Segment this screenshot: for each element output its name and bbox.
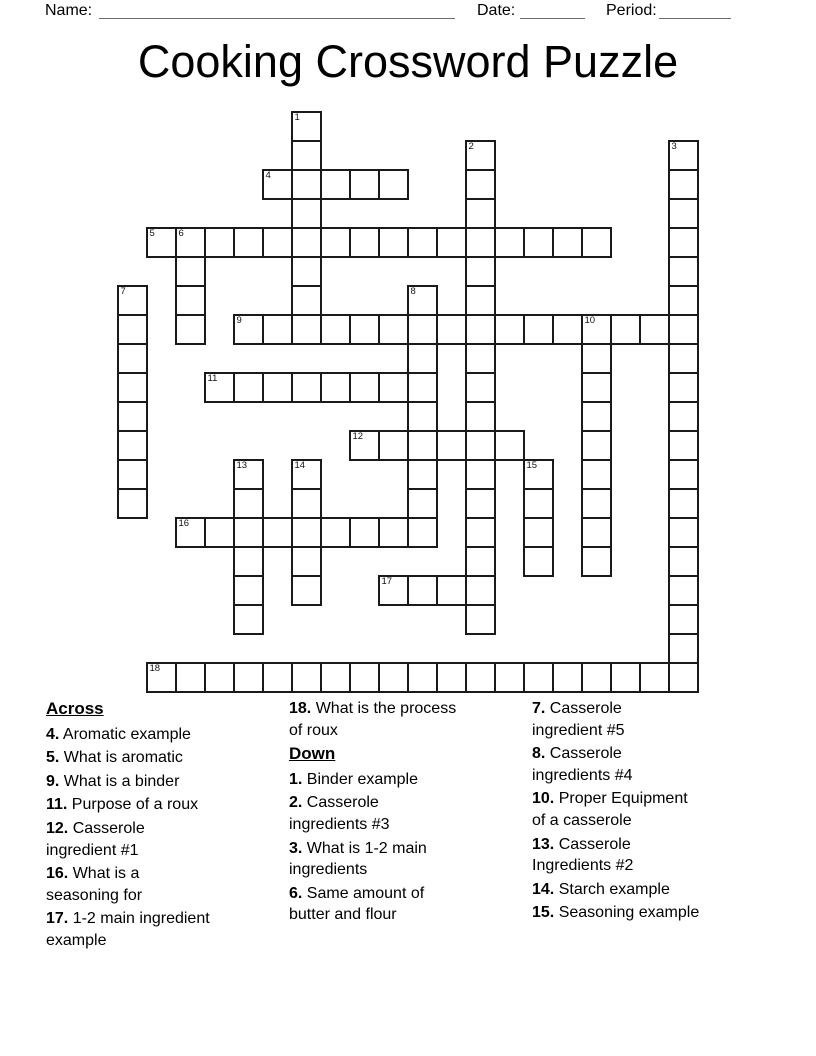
grid-cell[interactable] [146,227,177,258]
clue-number: 10. [532,790,555,808]
clue-3: 3. What is 1-2 main ingredients [289,839,427,879]
grid-cell[interactable] [291,488,322,519]
grid-cell[interactable] [175,227,206,258]
grid-cell[interactable] [407,227,438,258]
clue-7: 7. Casserole ingredient #5 [532,700,625,739]
grid-cell[interactable] [465,198,496,229]
grid-cell[interactable] [523,314,554,345]
grid-cell[interactable] [407,285,438,316]
grid-cell[interactable] [291,169,322,200]
grid-cell[interactable] [581,227,612,258]
grid-cell[interactable] [117,372,148,403]
clue-column-2 [289,698,529,928]
clue-15: 15. Seasoning example [532,904,700,922]
grid-cell[interactable] [291,111,322,142]
grid-cell[interactable] [378,517,409,548]
grid-cell[interactable] [668,575,699,606]
grid-cell[interactable] [523,546,554,577]
grid-cell[interactable] [668,285,699,316]
clue-6: 6. Same amount of butter and flour [289,884,425,924]
grid-cell[interactable] [233,546,264,577]
grid-cell[interactable] [320,517,351,548]
clue-8: 8. Casserole ingredients #4 [532,745,633,784]
grid-cell[interactable] [291,314,322,345]
clue-number: 11. [46,796,68,814]
clue-14: 14. Starch example [532,880,670,898]
grid-cell[interactable] [639,314,670,345]
grid-cell[interactable] [204,662,235,693]
cell-number-5: 5 [149,228,155,239]
grid-cell[interactable] [552,227,583,258]
page-title: Cooking Crossword Puzzle [137,36,679,87]
grid-cell[interactable] [291,140,322,171]
clue-2: 2. Casserole ingredients #3 [289,794,390,833]
grid-cell[interactable] [465,575,496,606]
grid-cell[interactable] [436,430,467,461]
clue-18: 18. What is the process of roux [289,700,457,739]
grid-cell[interactable] [378,430,409,461]
grid-cell[interactable] [668,430,699,461]
grid-cell[interactable] [581,517,612,548]
clue-12: 12. Casserole ingredient #1 [46,819,145,859]
clue-11: 11. Purpose of a roux [46,796,199,814]
clue-9: 9. What is a binder [46,772,180,790]
grid-cell[interactable] [581,662,612,693]
grid-cell[interactable] [465,314,496,345]
clue-10: 10. Proper Equipment of a casserole [532,790,688,829]
grid-cell[interactable] [494,314,525,345]
grid-cell[interactable] [262,517,293,548]
grid-cell[interactable] [668,546,699,577]
clue-number: 6. [289,884,303,902]
grid-cell[interactable] [668,140,699,171]
grid-cell[interactable] [233,314,264,345]
grid-cell[interactable] [523,227,554,258]
clue-4: 4. Aromatic example [46,725,191,743]
grid-cell[interactable] [668,343,699,374]
grid-cell[interactable] [291,575,322,606]
clue-13: 13. Casserole Ingredients #2 [532,835,634,875]
grid-cell[interactable] [233,488,264,519]
grid-cell[interactable] [465,256,496,287]
grid-cell[interactable] [349,517,380,548]
grid-cell[interactable] [204,517,235,548]
grid-cell[interactable] [668,198,699,229]
grid-cell[interactable] [291,227,322,258]
clue-number: 17. [46,910,69,928]
date-blank-line[interactable] [520,0,585,19]
grid-cell[interactable] [668,314,699,345]
grid-cell[interactable] [117,401,148,432]
cell-number-16: 16 [178,518,190,529]
grid-cell[interactable] [494,227,525,258]
grid-cell[interactable] [407,488,438,519]
grid-cell[interactable] [233,372,264,403]
grid-cell[interactable] [465,546,496,577]
grid-cell[interactable] [320,169,351,200]
clue-number: 13. [532,835,555,853]
grid-cell[interactable] [349,169,380,200]
grid-cell[interactable] [349,227,380,258]
grid-cell[interactable] [407,517,438,548]
grid-cell[interactable] [523,459,554,490]
grid-cell[interactable] [291,256,322,287]
cell-number-15: 15 [526,460,538,471]
name-blank-line[interactable] [99,0,455,19]
clue-number: 1. [289,770,303,788]
grid-cell[interactable] [117,430,148,461]
grid-cell[interactable] [407,459,438,490]
grid-cell[interactable] [581,546,612,577]
grid-cell[interactable] [349,662,380,693]
grid-cell[interactable] [581,314,612,345]
grid-cell[interactable] [465,372,496,403]
grid-cell[interactable] [407,575,438,606]
grid-cell[interactable] [320,227,351,258]
clue-number: 4. [46,725,60,743]
clue-column-1 [46,698,286,954]
cell-number-11: 11 [207,373,218,384]
down-header: Down [289,744,336,764]
grid-cell[interactable] [436,314,467,345]
cell-number-4: 4 [265,170,271,181]
grid-cell[interactable] [262,169,293,200]
grid-cell[interactable] [262,372,293,403]
grid-cell[interactable] [233,604,264,635]
clue-number: 8. [532,745,546,763]
grid-cell[interactable] [465,285,496,316]
grid-cell[interactable] [581,459,612,490]
grid-cell[interactable] [233,662,264,693]
grid-cell[interactable] [320,372,351,403]
grid-cell[interactable] [668,401,699,432]
grid-cell[interactable] [204,227,235,258]
cell-number-6: 6 [178,228,184,239]
grid-cell[interactable] [175,517,206,548]
clue-16: 16. What is a seasoning for [46,865,143,904]
grid-cell[interactable] [175,314,206,345]
grid-cell[interactable] [146,662,177,693]
grid-cell[interactable] [117,285,148,316]
grid-cell[interactable] [291,517,322,548]
grid-cell[interactable] [291,662,322,693]
cell-number-13: 13 [236,460,248,471]
grid-cell[interactable] [378,662,409,693]
grid-cell[interactable] [436,662,467,693]
grid-cell[interactable] [581,430,612,461]
grid-cell[interactable] [668,227,699,258]
grid-cell[interactable] [291,459,322,490]
grid-cell[interactable] [407,662,438,693]
grid-cell[interactable] [407,372,438,403]
grid-cell[interactable] [378,314,409,345]
grid-cell[interactable] [523,662,554,693]
grid-cell[interactable] [552,314,583,345]
grid-cell[interactable] [204,372,235,403]
clue-column-3 [532,698,784,926]
grid-cell[interactable] [465,604,496,635]
clue-number: 2. [289,794,303,812]
grid-cell[interactable] [668,372,699,403]
cell-number-10: 10 [584,315,596,326]
across-header: Across [46,699,104,718]
cell-number-18: 18 [149,663,161,674]
cell-number-17: 17 [381,576,393,587]
grid-cell[interactable] [262,314,293,345]
clue-number: 9. [46,772,60,790]
grid-cell[interactable] [117,343,148,374]
clue-number: 12. [46,819,69,837]
grid-cell[interactable] [175,662,206,693]
grid-cell[interactable] [668,256,699,287]
grid-cell[interactable] [320,314,351,345]
grid-cell[interactable] [407,314,438,345]
grid-cell[interactable] [349,314,380,345]
grid-cell[interactable] [291,285,322,316]
grid-cell[interactable] [262,227,293,258]
grid-cell[interactable] [610,662,641,693]
clue-17: 17. 1-2 main ingredient example [46,910,210,949]
cell-number-8: 8 [410,286,416,297]
grid-cell[interactable] [291,372,322,403]
cell-number-2: 2 [468,141,474,152]
grid-cell[interactable] [465,227,496,258]
clue-number: 14. [532,880,555,898]
clue-number: 15. [532,904,555,922]
grid-cell[interactable] [465,343,496,374]
period-label: Period: [606,2,657,19]
grid-cell[interactable] [436,575,467,606]
date-label: Date: [477,2,516,19]
grid-cell[interactable] [552,662,583,693]
grid-cell[interactable] [233,575,264,606]
grid-cell[interactable] [378,169,409,200]
clue-1: 1. Binder example [289,770,418,788]
grid-cell[interactable] [465,430,496,461]
cell-number-3: 3 [671,141,677,152]
grid-cell[interactable] [494,662,525,693]
grid-cell[interactable] [175,285,206,316]
period-blank-line[interactable] [659,0,731,19]
grid-cell[interactable] [668,517,699,548]
grid-cell[interactable] [233,517,264,548]
grid-cell[interactable] [117,488,148,519]
grid-cell[interactable] [465,662,496,693]
grid-cell[interactable] [668,633,699,664]
crossword-grid [117,111,699,693]
name-label: Name: [45,2,93,19]
cell-number-12: 12 [352,431,364,442]
grid-cell[interactable] [407,430,438,461]
grid-cell[interactable] [117,314,148,345]
grid-cell[interactable] [117,459,148,490]
grid-cell[interactable] [668,488,699,519]
grid-cell[interactable] [378,372,409,403]
grid-cell[interactable] [378,227,409,258]
grid-cell[interactable] [465,401,496,432]
grid-cell[interactable] [668,169,699,200]
grid-cell[interactable] [465,488,496,519]
grid-cell[interactable] [581,343,612,374]
grid-cell[interactable] [291,198,322,229]
grid-cell[interactable] [465,140,496,171]
grid-cell[interactable] [523,517,554,548]
grid-cell[interactable] [175,256,206,287]
clue-number: 18. [289,700,312,717]
grid-cell[interactable] [378,575,409,606]
grid-cell[interactable] [291,546,322,577]
grid-cell[interactable] [494,430,525,461]
grid-cell[interactable] [436,227,467,258]
grid-cell[interactable] [581,372,612,403]
grid-cell[interactable] [581,401,612,432]
grid-cell[interactable] [465,459,496,490]
cell-number-1: 1 [294,112,300,123]
grid-cell[interactable] [407,401,438,432]
grid-cell[interactable] [233,459,264,490]
grid-cell[interactable] [668,662,699,693]
clue-number: 7. [532,700,546,717]
clue-5: 5. What is aromatic [46,749,183,767]
grid-cell[interactable] [465,517,496,548]
grid-cell[interactable] [668,604,699,635]
grid-cell[interactable] [349,372,380,403]
grid-cell[interactable] [639,662,670,693]
grid-cell[interactable] [610,314,641,345]
grid-cell[interactable] [233,227,264,258]
grid-cell[interactable] [668,459,699,490]
cell-number-9: 9 [236,315,242,326]
grid-cell[interactable] [407,343,438,374]
grid-cell[interactable] [465,169,496,200]
grid-cell[interactable] [523,488,554,519]
grid-cell[interactable] [581,488,612,519]
grid-cell[interactable] [320,662,351,693]
clue-number: 3. [289,839,303,857]
cell-number-7: 7 [120,286,126,297]
grid-cell[interactable] [349,430,380,461]
clue-number: 16. [46,865,69,883]
grid-cell[interactable] [262,662,293,693]
clue-number: 5. [46,749,60,767]
cell-number-14: 14 [294,460,306,471]
